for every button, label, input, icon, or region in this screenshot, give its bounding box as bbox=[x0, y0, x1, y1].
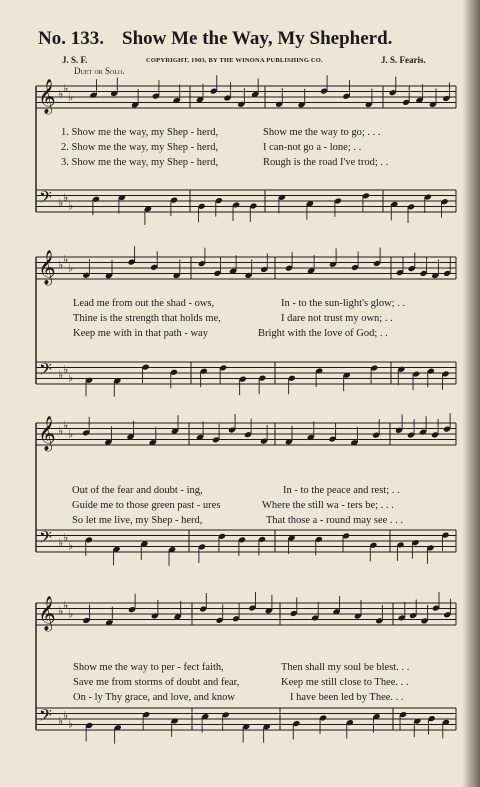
key-signature-flat-icon: ♭ bbox=[63, 599, 69, 612]
key-signature-flat-icon: ♭ bbox=[63, 709, 69, 722]
key-signature-flat-icon: ♭ bbox=[68, 371, 74, 385]
treble-clef-icon: 𝄞 bbox=[38, 79, 56, 114]
key-signature-flat-icon: ♭ bbox=[58, 368, 64, 382]
key-signature-flat-icon: ♭ bbox=[58, 714, 64, 728]
voicing-label: Duet or Solo. bbox=[74, 66, 125, 76]
bass-clef-icon: 𝄢 bbox=[39, 359, 52, 383]
copyright-notice: COPYRIGHT, 1903, BY THE WINONA PUBLISHING CO. bbox=[146, 57, 323, 64]
key-signature-flat-icon: ♭ bbox=[68, 607, 74, 621]
key-signature-flat-icon: ♭ bbox=[58, 536, 64, 550]
bass-clef-icon: 𝄢 bbox=[39, 187, 52, 211]
key-signature-flat-icon: ♭ bbox=[63, 253, 69, 266]
treble-clef-icon: 𝄞 bbox=[38, 416, 56, 451]
key-signature-flat-icon: ♭ bbox=[63, 191, 69, 204]
key-signature-flat-icon: ♭ bbox=[68, 427, 74, 441]
key-signature-flat-icon: ♭ bbox=[58, 196, 64, 210]
key-signature-flat-icon: ♭ bbox=[63, 363, 69, 376]
key-signature-flat-icon: ♭ bbox=[58, 258, 64, 272]
hymn-number: No. 133. bbox=[38, 28, 104, 49]
page-binding-edge bbox=[462, 0, 480, 787]
key-signature-flat-icon: ♭ bbox=[63, 419, 69, 432]
key-signature-flat-icon: ♭ bbox=[58, 604, 64, 618]
hymn-title: Show Me the Way, My Shepherd. bbox=[122, 28, 393, 49]
hymn-page: No. 133. Show Me the Way, My Shepherd. J. S. F. COPYRIGHT, 1903, BY THE WINONA PUBLISHING CO. J. S. Fearis. Duet or Solo. 1. Show me the way, my Shep - herd, Show me the way to go; . . . 2. Show me the way, my Shep - herd, I can-not go a - lone; . . 3. Show me the way, my Shep - herd, Rough is the road I've trod; . . Lead me from out the shad - ows, In - to the sun-light's glow; . . Thine is the strength that holds me, I dare not trust my own; . . Keep me with in that path - way Bright with the love of God; . . Out of the fear and doubt - ing, In - to the peace and rest; . . Guide me to those green past - ures Where the still wa - ters be; . . . So let me live, my Shep - herd, That those a - round may see . . . Show me the way to per - fect faith, Then shall my soul be blest. . . Save me from storms of doubt and fear, Keep me still close to Thee. . . On - ly Thy grace, and love, and know I have been led by Thee. . . 𝄞 𝄢 ♭ ♭ ♭ ♭ ♭ ♭ 𝄞 𝄢 ♭ ♭ ♭ ♭ ♭ ♭ 𝄞 𝄢 ♭ ♭ ♭ ♭ ♭ ♭ 𝄞 𝄢 ♭ ♭ ♭ ♭ ♭ ♭ bbox=[0, 0, 480, 787]
lyricist-credit: J. S. F. bbox=[62, 55, 88, 65]
key-signature-flat-icon: ♭ bbox=[68, 199, 74, 213]
treble-clef-icon: 𝄞 bbox=[38, 250, 56, 285]
key-signature-flat-icon: ♭ bbox=[68, 90, 74, 104]
key-signature-flat-icon: ♭ bbox=[68, 539, 74, 553]
key-signature-flat-icon: ♭ bbox=[58, 87, 64, 101]
treble-clef-icon: 𝄞 bbox=[38, 596, 56, 631]
bass-clef-icon: 𝄢 bbox=[39, 705, 52, 729]
key-signature-flat-icon: ♭ bbox=[58, 424, 64, 438]
key-signature-flat-icon: ♭ bbox=[63, 531, 69, 544]
key-signature-flat-icon: ♭ bbox=[68, 717, 74, 731]
key-signature-flat-icon: ♭ bbox=[63, 82, 69, 95]
bass-clef-icon: 𝄢 bbox=[39, 527, 52, 551]
key-signature-flat-icon: ♭ bbox=[68, 261, 74, 275]
composer-credit: J. S. Fearis. bbox=[381, 55, 426, 65]
